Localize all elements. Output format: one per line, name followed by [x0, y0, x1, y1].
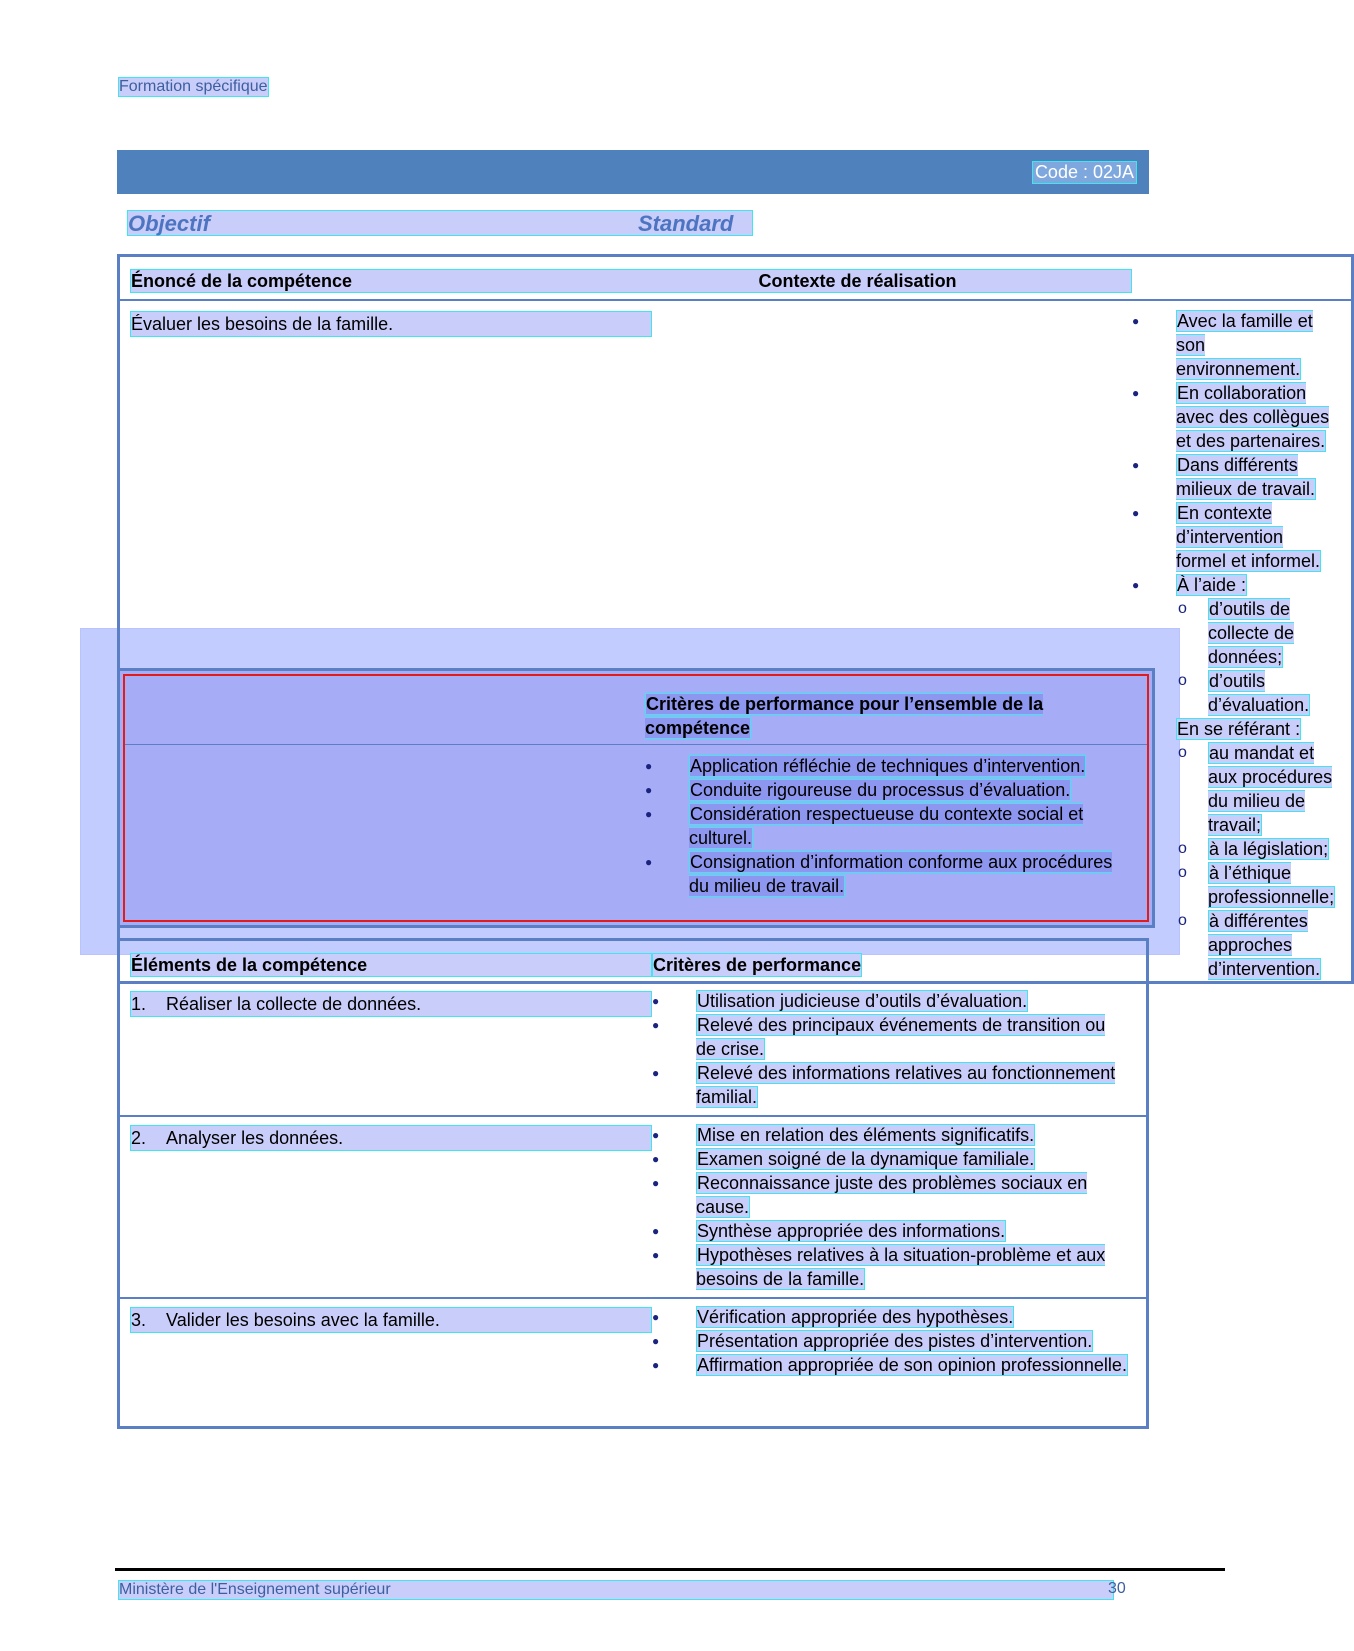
list-item: o d’outils d’évaluation. [1132, 669, 1335, 717]
list-item: ● Considération respectueuse du contexte social et culturel. [645, 802, 1135, 850]
list-item: o à différentes approches d’intervention. [1132, 909, 1335, 981]
divider [125, 744, 1147, 745]
table-row [119, 1116, 1148, 1298]
footer-ministry: Ministère de l'Enseignement supérieur [118, 1580, 1114, 1600]
running-header: Formation spécifique [119, 78, 268, 95]
criteria-list [652, 989, 1130, 1109]
course-code: Code : 02JA [1032, 161, 1137, 184]
criteria-list [652, 1305, 1130, 1377]
list-item: ● En collaboration avec des collègues et des partenaires. [1132, 381, 1335, 453]
list-item: ● Synthèse appropriée des informations. [652, 1219, 1130, 1243]
enonce-header: Énoncé de la compétence [131, 271, 353, 291]
list-item: ● Reconnaissance juste des problèmes sociaux en cause. [652, 1171, 1130, 1219]
list-item: ● Hypothèses relatives à la situation-problème et aux besoins de la famille. [652, 1243, 1130, 1291]
list-item: ● Vérification appropriée des hypothèses. [652, 1305, 1130, 1329]
enonce-header-row [130, 269, 1132, 293]
list-item: ● En contexte d’intervention formel et informel. [1132, 501, 1335, 573]
element-label: 1. Réaliser la collecte de données. [130, 991, 652, 1017]
aide-sublist [1132, 597, 1335, 717]
list-item: ● Avec la famille et son environnement. [1132, 309, 1335, 381]
list-item: ● Relevé des informations relatives au fonctionnement familial. [652, 1061, 1130, 1109]
table-row [119, 982, 1148, 1116]
elements-header: Éléments de la compétence [130, 953, 652, 977]
performance-selection-frame [123, 674, 1149, 922]
list-item: ● Conduite rigoureuse du processus d’évaluation. [645, 778, 1135, 802]
list-item: ● Consignation d’information conforme aux procédures du milieu de travail. [645, 850, 1135, 898]
list-item: o à la législation; [1132, 837, 1335, 861]
context-list [1132, 309, 1335, 981]
list-item: ● Mise en relation des éléments significatifs. [652, 1123, 1130, 1147]
footer-rule [115, 1568, 1225, 1571]
list-item: o d’outils de collecte de données; [1132, 597, 1335, 669]
referant-sublist [1132, 741, 1335, 981]
standard-label: Standard [638, 211, 734, 236]
list-item: ● Application réfléchie de techniques d’intervention. [645, 754, 1135, 778]
list-item: ● Utilisation judicieuse d’outils d’évaluation. [652, 989, 1130, 1013]
list-item: ● Relevé des principaux événements de transition ou de crise. [652, 1013, 1130, 1061]
elements-table [117, 938, 1149, 1429]
criteres-header: Critères de performance [653, 955, 862, 975]
code-banner [117, 150, 1149, 194]
list-item: ● Présentation appropriée des pistes d’intervention. [652, 1329, 1130, 1353]
table-row [119, 1298, 1148, 1428]
performance-ensemble-header: Critères de performance pour l’ensemble de la compétence [645, 694, 1044, 738]
page-number: 30 [1108, 1580, 1126, 1597]
contexte-header: Contexte de réalisation [758, 271, 957, 291]
list-item: o à l’éthique professionnelle; [1132, 861, 1335, 909]
objectif-label: Objectif [128, 211, 210, 236]
competence-statement: Évaluer les besoins de la famille. [130, 311, 652, 337]
section-title-objectif [127, 210, 753, 236]
list-item: ● Dans différents milieux de travail. [1132, 453, 1335, 501]
element-label: 2. Analyser les données. [130, 1125, 652, 1151]
list-item: o au mandat et aux procédures du milieu de travail; [1132, 741, 1335, 837]
list-item: ● En se référant : o au mandat et aux procédures du milieu de travail; o à la législation; o à l’éthique professionnelle; o à différentes approches d’intervention. [1132, 717, 1335, 981]
list-item: ● Examen soigné de la dynamique familiale. [652, 1147, 1130, 1171]
element-label: 3. Valider les besoins avec la famille. [130, 1307, 652, 1333]
criteria-list [652, 1123, 1130, 1291]
list-item: ● Affirmation appropriée de son opinion professionnelle. [652, 1353, 1130, 1377]
list-item: ● À l’aide : o d’outils de collecte de données; o d’outils d’évaluation. [1132, 573, 1335, 717]
performance-ensemble-list [645, 754, 1135, 898]
performance-ensemble-box [117, 668, 1155, 928]
